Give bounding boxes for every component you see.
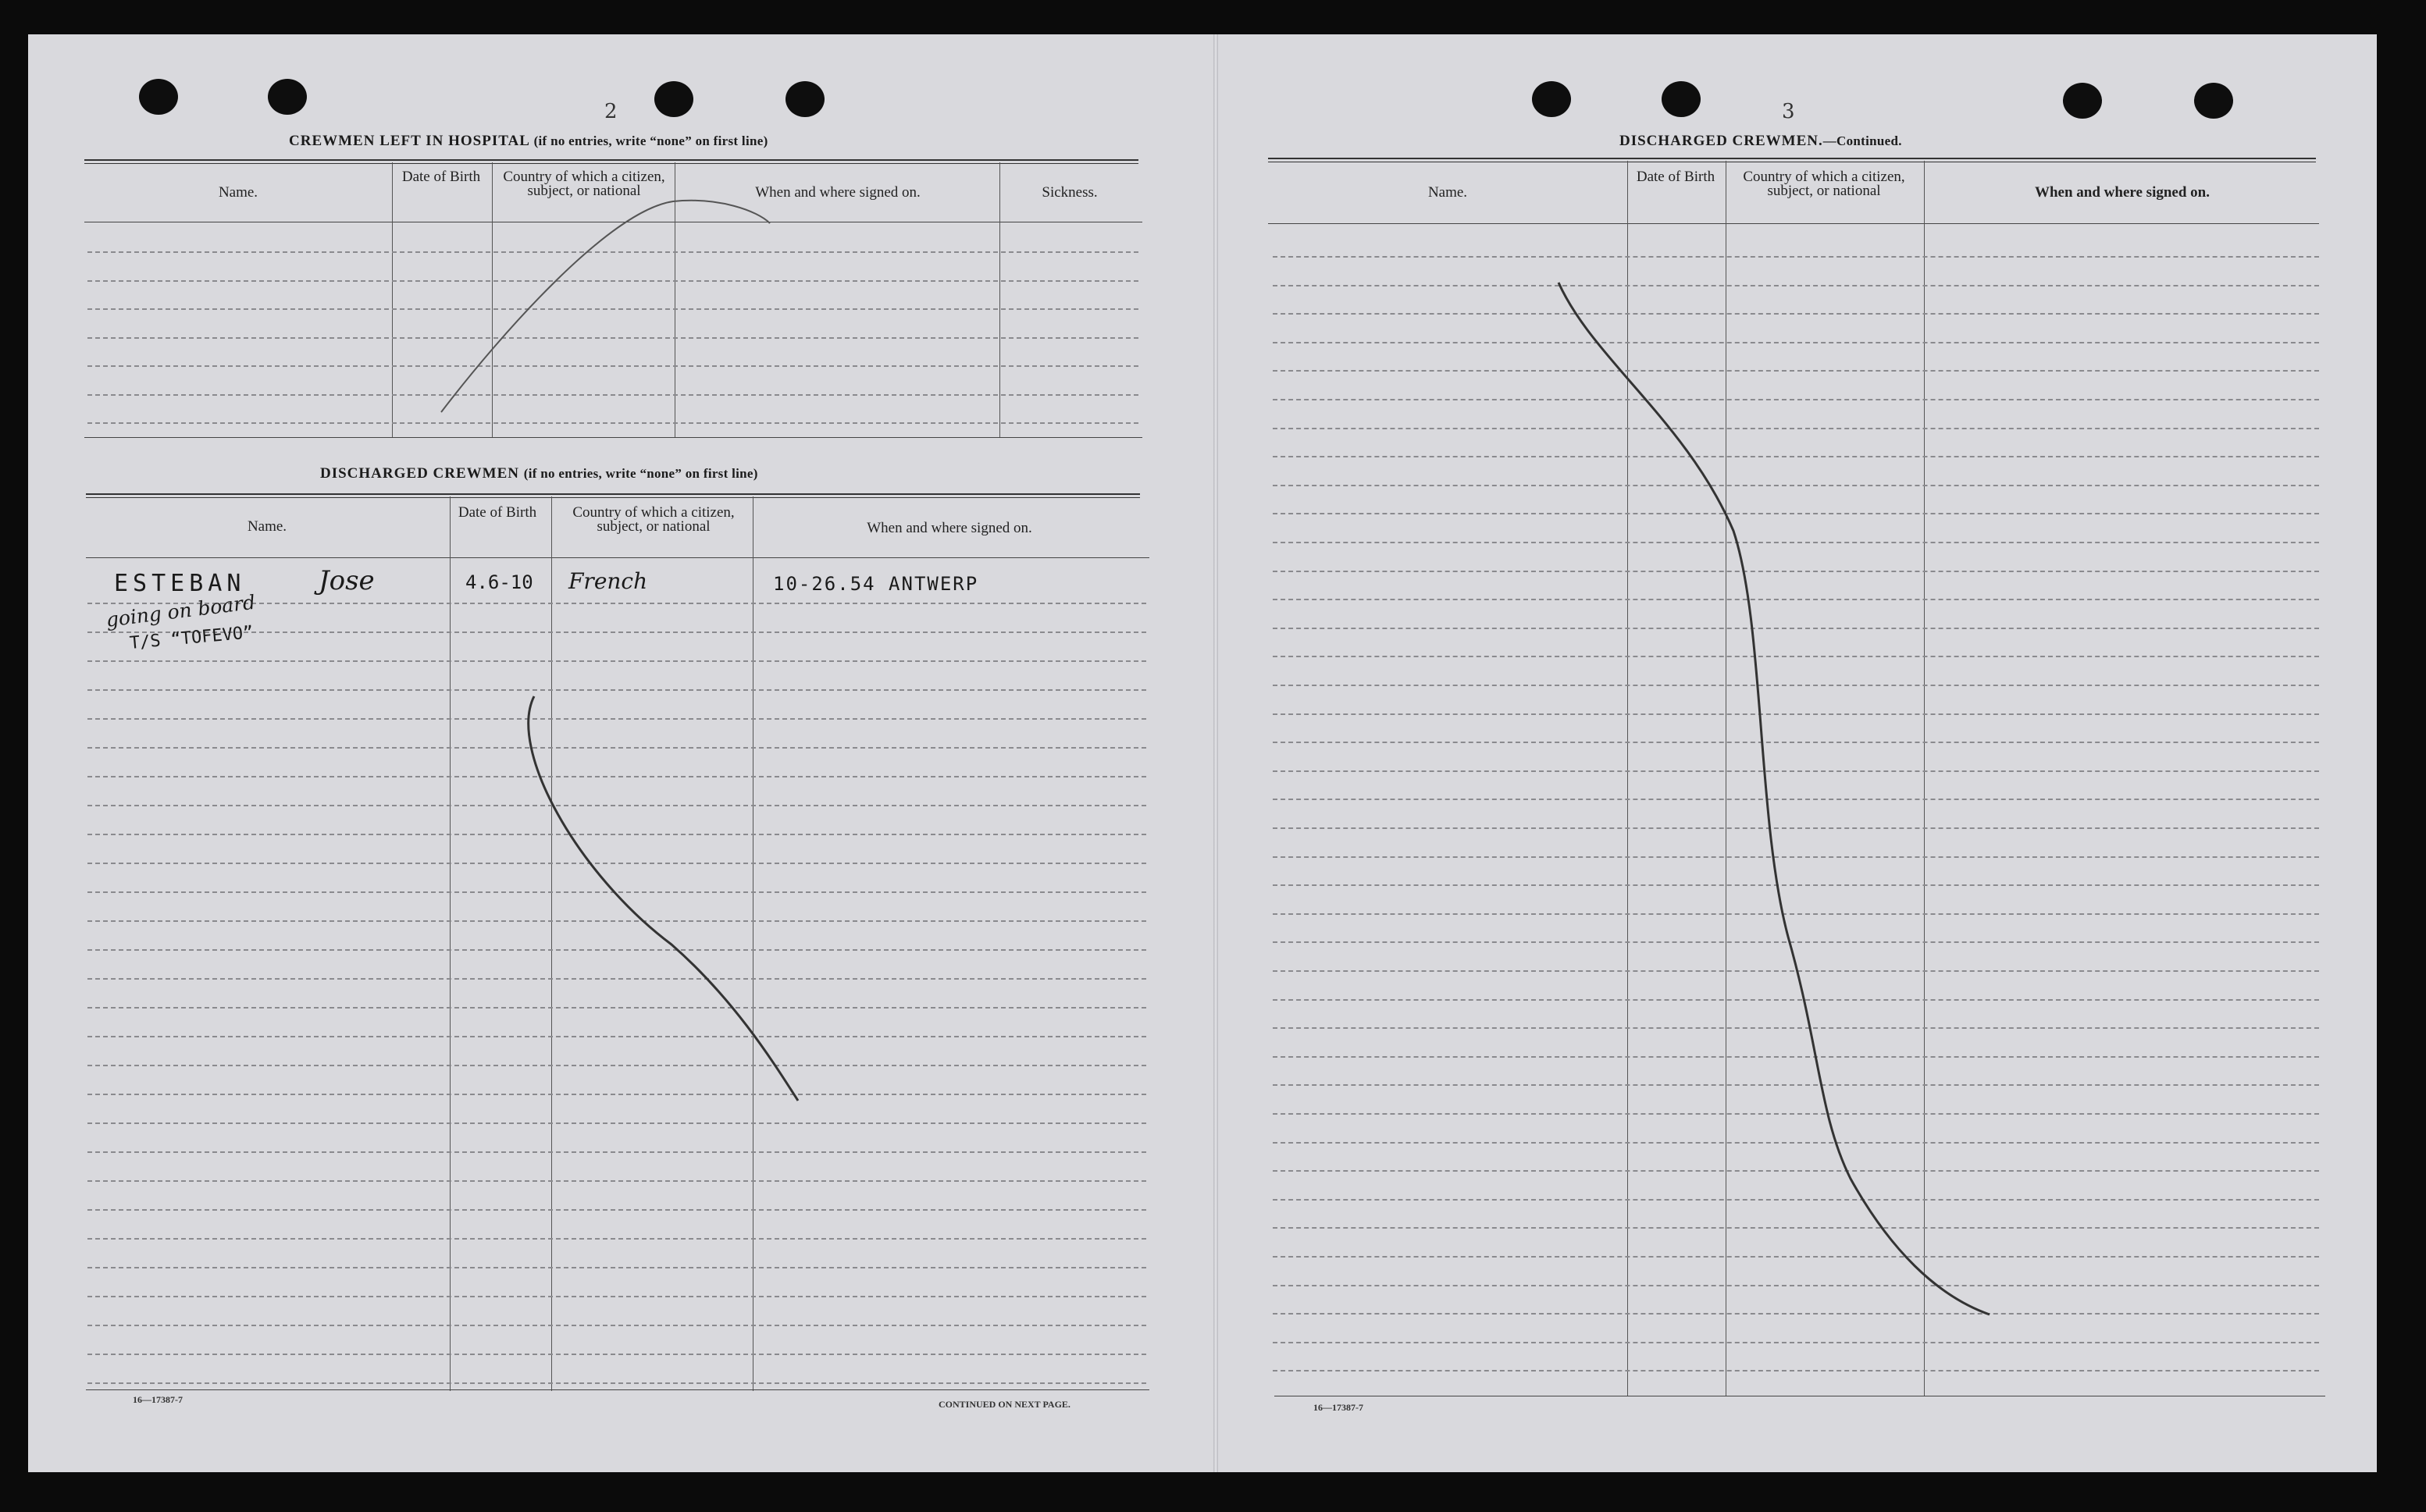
column-divider	[492, 162, 493, 437]
ruled-line	[1273, 685, 2319, 686]
entry-note-line2: T/S “TOFEVO”	[128, 623, 255, 653]
ruled-line	[1273, 1027, 2319, 1029]
ruled-line	[1273, 799, 2319, 800]
ruled-line	[87, 365, 1138, 367]
ruled-line	[87, 1209, 1146, 1211]
column-divider	[450, 496, 451, 1391]
ruled-line	[87, 1267, 1146, 1268]
section-bottom-rule	[86, 1389, 1149, 1390]
ruled-line	[87, 891, 1146, 893]
ruled-line	[1273, 1227, 2319, 1229]
ruled-line	[87, 920, 1146, 922]
double-rule	[86, 493, 1140, 498]
ruled-line	[1273, 1113, 2319, 1115]
entry-surname: ESTEBAN	[114, 570, 246, 597]
ruled-line	[1273, 1084, 2319, 1086]
ruled-line	[1273, 1199, 2319, 1201]
ruled-line	[1273, 370, 2319, 372]
punch-hole	[2194, 83, 2233, 119]
discharged-section-title: DISCHARGED CREWMEN (if no entries, write “none” on first line)	[320, 465, 758, 482]
ruled-line	[87, 280, 1138, 282]
discharged-col-signed: When and where signed on.	[867, 520, 1032, 536]
ruled-line	[1273, 599, 2319, 600]
header-rule	[86, 557, 1149, 558]
hospital-col-name: Name.	[218, 184, 258, 201]
ruled-line	[87, 1065, 1146, 1066]
ruled-line	[87, 422, 1138, 424]
right-col-dob: Date of Birth	[1636, 169, 1715, 185]
page-gutter	[1213, 34, 1218, 1472]
hospital-col-dob: Date of Birth	[401, 169, 481, 185]
ruled-line	[1273, 1142, 2319, 1144]
ruled-line	[87, 1036, 1146, 1037]
column-divider	[999, 162, 1000, 437]
ruled-line	[1273, 827, 2319, 829]
ruled-line	[1273, 399, 2319, 400]
ruled-line	[1273, 713, 2319, 715]
discharged-col-country: Country of which a citizen, subject, or national	[572, 504, 735, 535]
right-col-name: Name.	[1427, 184, 1468, 201]
ruled-line	[87, 1296, 1146, 1297]
ruled-line	[1273, 1342, 2319, 1343]
ruled-line	[87, 805, 1146, 806]
page-number: 3	[1782, 100, 1795, 123]
punch-hole	[1662, 81, 1701, 117]
ruled-line	[1273, 742, 2319, 743]
hospital-section-title: CREWMEN LEFT IN HOSPITAL (if no entries, write “none” on first line)	[289, 133, 768, 149]
entry-country: French	[568, 568, 648, 594]
ruled-line	[87, 251, 1138, 253]
hospital-col-sickness: Sickness.	[1042, 184, 1098, 201]
form-number-left: 16—17387-7	[133, 1394, 183, 1405]
ruled-line	[87, 1238, 1146, 1240]
ruled-line	[1273, 342, 2319, 343]
ruled-line	[1273, 999, 2319, 1001]
ruled-line	[1273, 656, 2319, 657]
right-section-title: DISCHARGED CREWMEN.—Continued.	[1619, 133, 1902, 149]
ruled-line	[1273, 856, 2319, 858]
ruled-line	[1273, 1370, 2319, 1371]
page-number: 2	[604, 100, 618, 123]
discharged-col-name: Name.	[247, 518, 287, 535]
ruled-line	[1273, 313, 2319, 315]
column-divider	[1924, 161, 1925, 1396]
section-bottom-rule	[84, 437, 1142, 438]
ruled-line	[87, 1151, 1146, 1153]
ruled-line	[1273, 941, 2319, 943]
ruled-line	[87, 1354, 1146, 1355]
hospital-col-signed: When and where signed on.	[755, 184, 921, 201]
ruled-line	[1273, 285, 2319, 286]
ruled-line	[87, 1180, 1146, 1182]
ruled-line	[87, 689, 1146, 691]
column-divider	[551, 496, 552, 1391]
punch-hole	[2063, 83, 2102, 119]
entry-date-of-birth: 4.6-10	[465, 571, 533, 593]
double-rule	[84, 159, 1138, 164]
ruled-line	[1273, 1256, 2319, 1258]
ruled-line	[87, 308, 1138, 310]
discharged-col-dob: Date of Birth	[458, 504, 537, 521]
entry-signed-on: 10-26.54 ANTWERP	[773, 573, 979, 595]
ruled-line	[1273, 1285, 2319, 1286]
ruled-line	[87, 718, 1146, 720]
ruled-line	[1273, 913, 2319, 915]
ruled-line	[1273, 884, 2319, 886]
punch-hole	[654, 81, 693, 117]
ruled-line	[87, 776, 1146, 777]
ruled-line	[1273, 1056, 2319, 1058]
ruled-line	[1273, 1313, 2319, 1315]
ruled-line	[1273, 571, 2319, 572]
entry-note-line1: going on board	[105, 590, 257, 631]
continued-note: CONTINUED ON NEXT PAGE.	[939, 1399, 1071, 1410]
form-number-right: 16—17387-7	[1313, 1402, 1363, 1413]
ruled-line	[87, 394, 1138, 396]
punch-hole	[1532, 81, 1571, 117]
header-rule	[1268, 223, 2319, 224]
column-divider	[392, 162, 393, 437]
ruled-line	[1273, 428, 2319, 429]
entry-given-name: Jose	[319, 565, 375, 596]
ruled-line	[87, 1094, 1146, 1095]
punch-hole	[786, 81, 825, 117]
ruled-line	[87, 1007, 1146, 1009]
ruled-line	[1273, 513, 2319, 514]
column-divider	[1627, 161, 1628, 1396]
ruled-line	[1273, 970, 2319, 972]
right-col-country: Country of which a citizen, subject, or national	[1743, 169, 1905, 199]
ruled-line	[87, 660, 1146, 662]
ruled-line	[1273, 256, 2319, 258]
ruled-line	[87, 337, 1138, 339]
double-rule	[1268, 158, 2316, 162]
ruled-line	[1273, 770, 2319, 772]
ruled-line	[87, 1325, 1146, 1326]
hospital-col-country: Country of which a citizen, subject, or national	[503, 169, 665, 199]
ruled-line	[87, 863, 1146, 864]
ruled-line	[87, 978, 1146, 980]
punch-hole	[139, 79, 178, 115]
ruled-line	[1273, 1170, 2319, 1172]
ruled-line	[87, 1122, 1146, 1124]
right-col-signed: When and where signed on.	[2034, 184, 2210, 201]
ruled-line	[1273, 628, 2319, 629]
ruled-line	[87, 949, 1146, 951]
ruled-line	[87, 1382, 1146, 1384]
ruled-line	[1273, 456, 2319, 457]
punch-hole	[268, 79, 307, 115]
ruled-line	[87, 834, 1146, 835]
left-page	[28, 34, 1217, 1472]
ruled-line	[1273, 542, 2319, 543]
ruled-line	[1273, 485, 2319, 486]
ruled-line	[87, 747, 1146, 749]
